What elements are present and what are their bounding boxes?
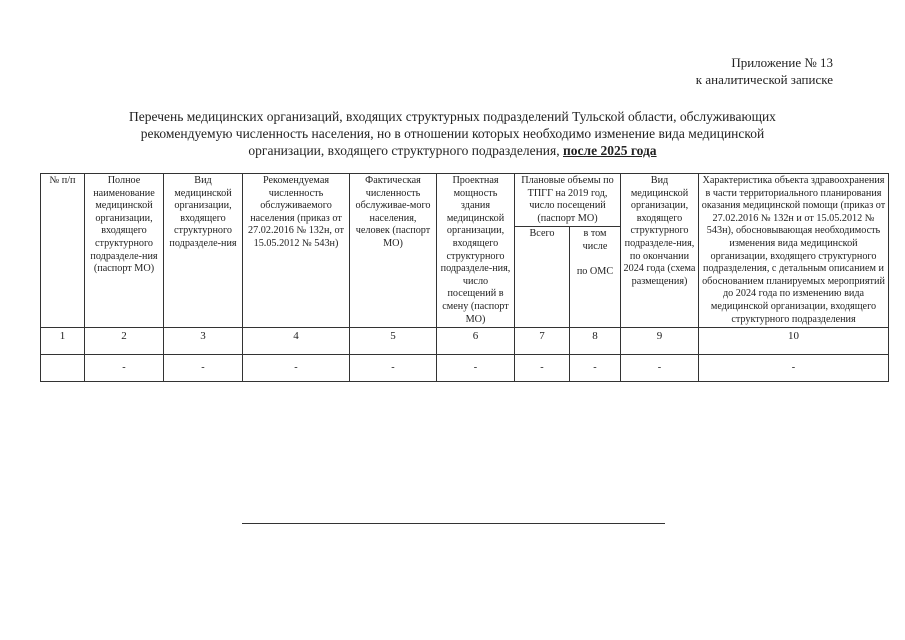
header-capacity: Проектная мощность здания медицинской организации, входящего структурного подразделе-ния, число посещений в смену (паспорт МО): [437, 174, 515, 328]
organizations-table: [40, 173, 889, 382]
appendix-reference: к аналитической записке: [695, 72, 833, 87]
column-number: 3: [164, 328, 243, 355]
table-cell: -: [699, 355, 889, 382]
table-cell: -: [243, 355, 350, 382]
column-number: 6: [437, 328, 515, 355]
column-number: 1: [41, 328, 85, 355]
title-line-1: Перечень медицинских организаций, входящих структурных подразделений Тульской области, обслуживающих: [129, 109, 776, 124]
column-numbers-row: [41, 328, 889, 355]
document-title: [60, 108, 845, 159]
header-name: Полное наименование медицинской организации, входящего структурного подразделе-ния (паспорт МО): [85, 174, 164, 328]
table-cell: [41, 355, 85, 382]
column-number: 10: [699, 328, 889, 355]
header-recommended: Рекомендуемая численность обслуживаемого населения (приказ от 27.02.2016 № 132н, от 15.05.2012 № 543н): [243, 174, 350, 328]
table-cell: -: [437, 355, 515, 382]
header-type: Вид медицинской организации, входящего структурного подразделе-ния: [164, 174, 243, 328]
column-number: 7: [515, 328, 570, 355]
header-planned-oms-part1: в том числе: [582, 228, 608, 252]
header-num: № п/п: [41, 174, 85, 328]
title-line-3-text: организации, входящего структурного подразделения,: [248, 143, 563, 158]
title-line-2: рекомендуемую численность населения, но в отношении которых необходимо изменение вида медицинской: [140, 126, 765, 141]
table-cell: -: [164, 355, 243, 382]
column-number: 2: [85, 328, 164, 355]
table-cell: -: [570, 355, 621, 382]
separator-line: [242, 523, 665, 524]
header-planned-oms-part2: по ОМС: [576, 265, 614, 277]
header-type-2024: Вид медицинской организации, входящего структурного подразделе-ния, по окончании 2024 года (схема размещения): [621, 174, 699, 328]
header-planned-oms: [570, 227, 621, 328]
title-emphasis: после 2025 года: [562, 143, 657, 158]
appendix-header: [696, 54, 833, 88]
column-number: 4: [243, 328, 350, 355]
header-actual: Фактическая численность обслуживае-мого населения, человек (паспорт МО): [350, 174, 437, 328]
column-number: 8: [570, 328, 621, 355]
table-cell: -: [85, 355, 164, 382]
table-cell: -: [350, 355, 437, 382]
header-row-1: [41, 174, 889, 227]
header-planned-total: Всего: [515, 227, 570, 328]
table-row: [41, 355, 889, 382]
column-number: 9: [621, 328, 699, 355]
table-cell: -: [621, 355, 699, 382]
header-planned-volumes: Плановые объемы по ТПГГ на 2019 год, число посещений (паспорт МО): [515, 174, 621, 227]
header-characteristic: Характеристика объекта здравоохранения в части территориального планирования оказания медицинской помощи (приказ от 27.02.2016 № 132н и от 15.05.2012 № 543н), обосновывающая необходимость изменения вида медицинской организации, входящего структурного подразделения, с детальным описанием и обоснованием планируемых мероприятий до 2024 года по изменению вида медицинской организации, входящего структурного подразделения: [699, 174, 889, 328]
table-cell: -: [515, 355, 570, 382]
title-line-3: [60, 142, 845, 159]
column-number: 5: [350, 328, 437, 355]
appendix-number: Приложение № 13: [731, 55, 833, 70]
